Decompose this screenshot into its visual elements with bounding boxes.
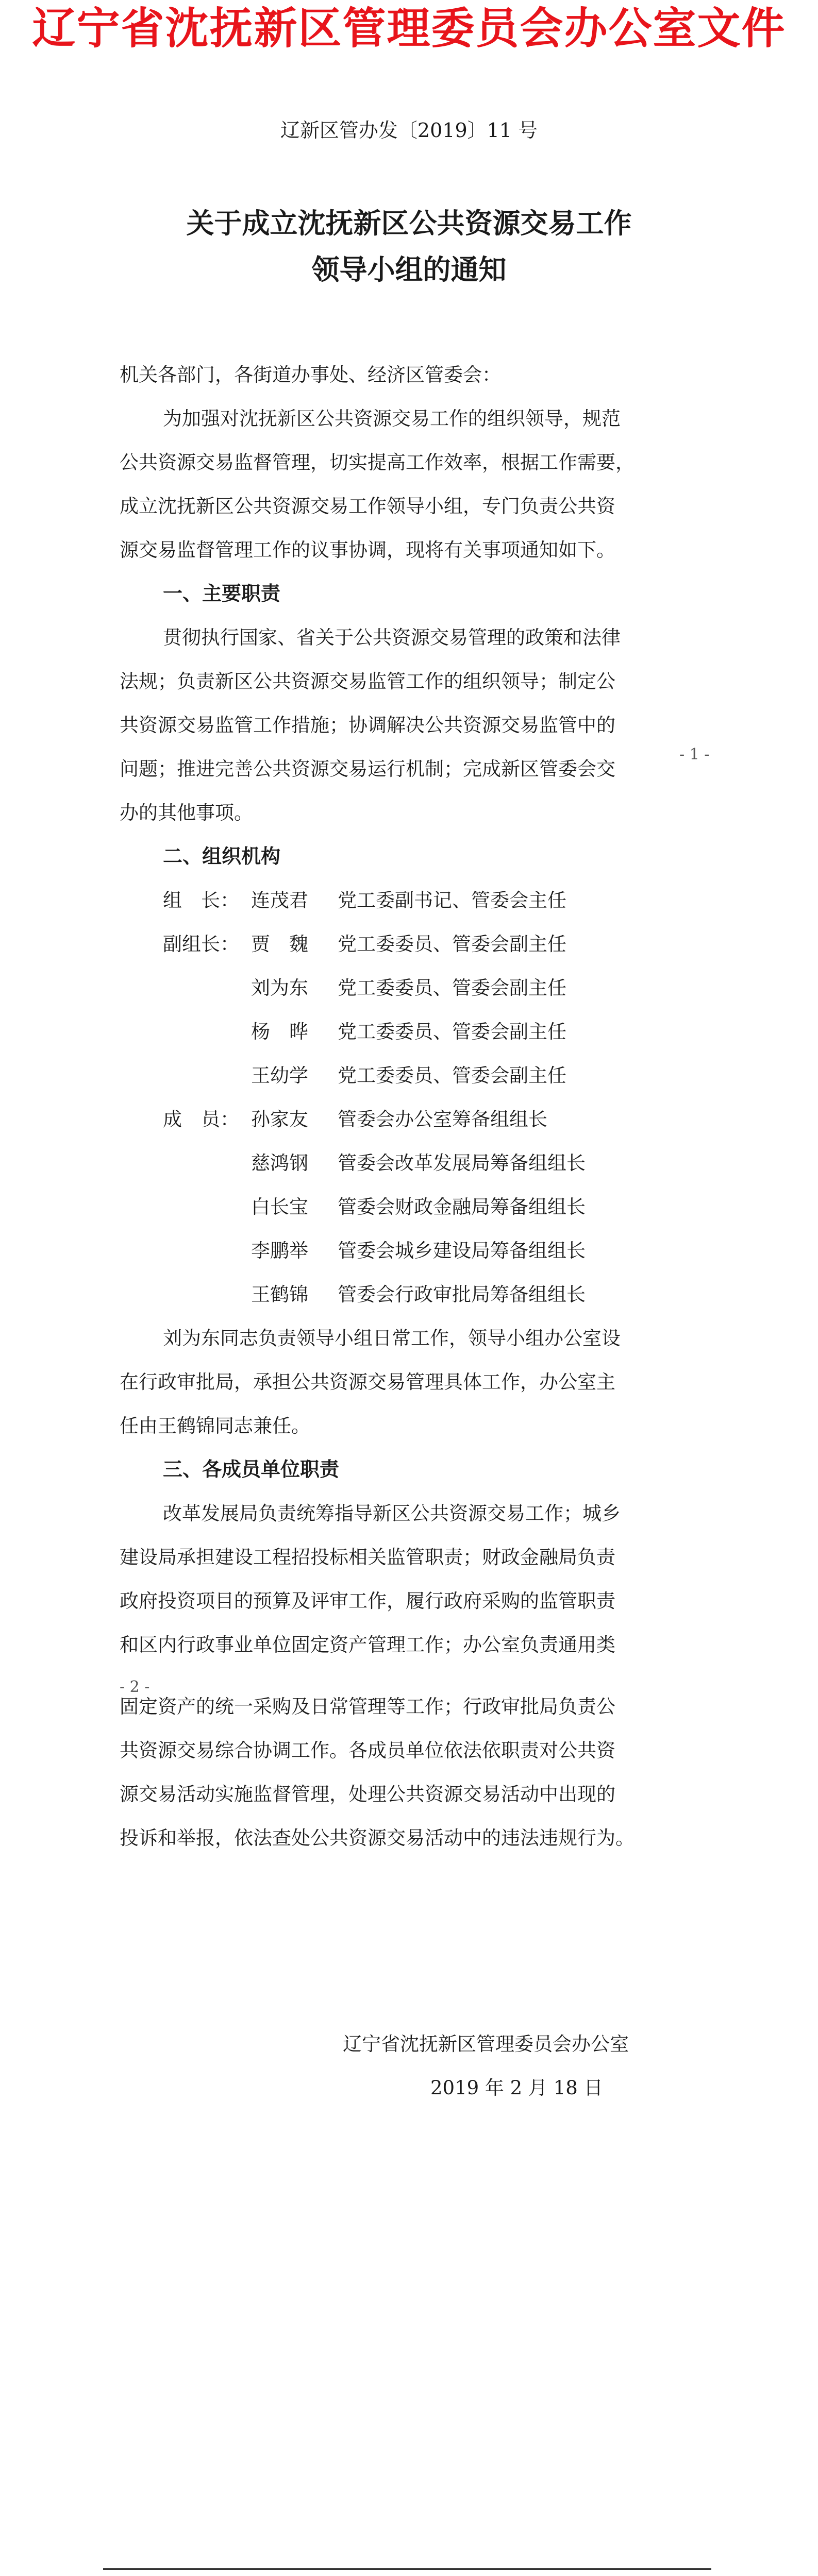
notice-title-line-2: 领导小组的通知 xyxy=(311,253,507,286)
member-name: 白长宝 xyxy=(251,1196,308,1218)
deputy-label: 副组长： xyxy=(163,933,239,955)
member-title: 管委会办公室筹备组组长 xyxy=(338,1108,547,1130)
section2-closing-line: 刘为东同志负责领导小组日常工作，领导小组办公室设 xyxy=(163,1327,621,1349)
section-heading-duties: 一、主要职责 xyxy=(163,582,281,605)
intro-line: 公共资源交易监督管理，切实提高工作效率，根据工作需要， xyxy=(120,451,635,473)
leader-label: 组 长： xyxy=(163,889,239,911)
leader-name: 连茂君 xyxy=(251,889,308,911)
member-title: 管委会改革发展局筹备组组长 xyxy=(338,1152,586,1174)
section3-line: 和区内行政事业单位固定资产管理工作；办公室负责通用类 xyxy=(120,1634,615,1656)
addressee: 机关各部门，各街道办事处、经济区管委会： xyxy=(120,364,501,386)
member-name: 李鹏举 xyxy=(251,1240,308,1262)
leader-title: 党工委副书记、管委会主任 xyxy=(338,889,566,911)
page-number: - 1 - xyxy=(679,745,710,764)
section1-line: 共资源交易监管工作措施；协调解决公共资源交易监管中的 xyxy=(120,714,615,736)
deputy-name: 王幼学 xyxy=(251,1064,308,1087)
notice-title-line-1: 关于成立沈抚新区公共资源交易工作 xyxy=(186,207,632,240)
document-number: 辽新区管办发〔2019〕11 号 xyxy=(280,119,538,142)
deputy-name: 刘为东 xyxy=(251,977,308,999)
signature-date: 2019 年 2 月 18 日 xyxy=(430,2077,603,2099)
section3-line: 源交易活动实施监督管理，处理公共资源交易活动中出现的 xyxy=(120,1783,615,1805)
section2-closing-line: 任由王鹤锦同志兼任。 xyxy=(120,1415,310,1437)
deputy-title: 党工委委员、管委会副主任 xyxy=(338,933,566,955)
deputy-title: 党工委委员、管委会副主任 xyxy=(338,1064,566,1087)
section3-line: 改革发展局负责统筹指导新区公共资源交易工作；城乡 xyxy=(163,1502,621,1524)
deputy-title: 党工委委员、管委会副主任 xyxy=(338,1021,566,1043)
section1-line: 法规；负责新区公共资源交易监管工作的组织领导；制定公 xyxy=(120,670,615,692)
section-heading-organization: 二、组织机构 xyxy=(163,845,281,868)
deputy-title: 党工委委员、管委会副主任 xyxy=(338,977,566,999)
document-header-title: 辽宁省沈抚新区管理委员会办公室文件 xyxy=(32,3,786,54)
member-name: 王鹤锦 xyxy=(251,1283,308,1306)
intro-line: 源交易监督管理工作的议事协调，现将有关事项通知如下。 xyxy=(120,539,615,561)
member-name: 孙家友 xyxy=(251,1108,308,1130)
member-label: 成 员： xyxy=(163,1108,239,1130)
section2-closing-line: 在行政审批局，承担公共资源交易管理具体工作，办公室主 xyxy=(120,1371,615,1393)
footer-top-rule xyxy=(103,2568,711,2570)
section3-line: 固定资产的统一采购及日常管理等工作；行政审批局负责公 xyxy=(120,1696,615,1718)
member-title: 管委会财政金融局筹备组组长 xyxy=(338,1196,586,1218)
section3-line: 政府投资项目的预算及评审工作，履行政府采购的监管职责 xyxy=(120,1590,615,1612)
section3-line: 建设局承担建设工程招投标相关监管职责；财政金融局负责 xyxy=(120,1546,615,1568)
intro-line: 成立沈抚新区公共资源交易工作领导小组，专门负责公共资 xyxy=(120,495,615,517)
section1-line: 贯彻执行国家、省关于公共资源交易管理的政策和法律 xyxy=(163,626,621,649)
member-name: 慈鸿钢 xyxy=(251,1152,308,1174)
page-number: - 2 - xyxy=(120,1678,150,1696)
section1-line: 问题；推进完善公共资源交易运行机制；完成新区管委会交 xyxy=(120,758,615,780)
member-title: 管委会行政审批局筹备组组长 xyxy=(338,1283,586,1306)
deputy-name: 杨 晔 xyxy=(251,1021,308,1043)
intro-line: 为加强对沈抚新区公共资源交易工作的组织领导，规范 xyxy=(163,408,621,430)
section-heading-unit-duties: 三、各成员单位职责 xyxy=(163,1458,340,1481)
section1-line: 办的其他事项。 xyxy=(120,802,253,824)
deputy-name: 贾 魏 xyxy=(251,933,308,955)
member-title: 管委会城乡建设局筹备组组长 xyxy=(338,1240,586,1262)
signature-org: 辽宁省沈抚新区管理委员会办公室 xyxy=(343,2033,629,2055)
section3-line: 投诉和举报，依法查处公共资源交易活动中的违法违规行为。 xyxy=(120,1827,635,1849)
section3-line: 共资源交易综合协调工作。各成员单位依法依职责对公共资 xyxy=(120,1739,615,1761)
